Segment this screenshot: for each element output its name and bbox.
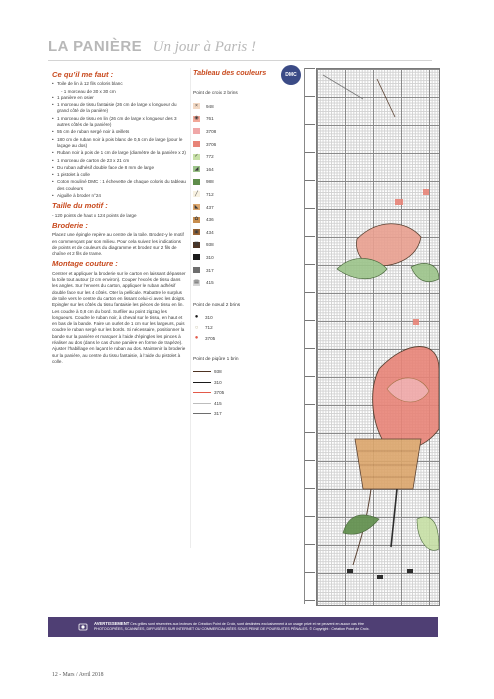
legend-row [193, 188, 303, 201]
basket [355, 439, 421, 489]
materials-subitem: - 1 morceau de 30 x 30 cm [61, 88, 116, 94]
color-swatch: ╱ [194, 190, 198, 197]
stem-dark [391, 489, 397, 547]
backstitch-code: 310 [214, 379, 222, 385]
column-divider [190, 68, 191, 548]
legend-row [193, 213, 303, 226]
materials-heading: Ce qu’il me faut : [52, 70, 114, 79]
cross-stitch-list [193, 100, 303, 289]
backstitch-row [193, 408, 303, 419]
materials-item: • 55 cm de ruban sergé noir à œillets [52, 129, 186, 135]
backstitch-row [193, 366, 303, 377]
ruler-tick [305, 460, 315, 461]
backstitch-list [193, 366, 303, 419]
color-swatch [193, 179, 200, 185]
color-swatch [193, 254, 200, 260]
leaf-low [343, 515, 379, 534]
materials-item: • 180 cm de ruban noir à pois blanc de 0,5 cm de large (pour le laçage au dos) [52, 137, 186, 150]
materials-item: • 1 pistolet à colle [52, 172, 186, 178]
materials-item: • 1 morceau de tissu en lin (26 cm de large x longueur des 3 autres côtés de la panière) [52, 116, 186, 129]
ruler-tick [305, 180, 315, 181]
color-swatch: ◣ [194, 203, 199, 210]
legend-row [193, 138, 303, 151]
legend-row [193, 264, 303, 277]
backstitch-code: 938 [214, 369, 222, 375]
backstitch-line [193, 371, 211, 372]
legend-row [193, 201, 303, 214]
ruler-tick [305, 292, 315, 293]
legend-row [193, 113, 303, 126]
knot-symbol: ● [194, 335, 199, 342]
warning-line-1: Ces grilles sont réservées aux lecteurs de Création Point de Croix, sont destinées exclusivement à un usage privé et ne peuvent en aucun cas être [130, 622, 365, 627]
ruler-tick [305, 96, 315, 97]
materials-item: • Coton mouliné DMC : 1 échevette de chaque coloris du tableau des couleurs [52, 179, 186, 192]
instructions-column [52, 68, 186, 365]
warning-label: AVERTISSEMENT [94, 621, 130, 627]
legend-row [193, 276, 303, 289]
color-swatch [193, 267, 200, 273]
color-code: 712 [206, 191, 214, 197]
color-code: 988 [206, 179, 214, 185]
backstitch-row [193, 387, 303, 398]
legend-row [193, 163, 303, 176]
materials-item: • Toile de lin à 12 fils coloris blanc [52, 81, 186, 87]
color-code: 310 [206, 254, 214, 260]
assembly-heading: Montage couture : [52, 259, 118, 269]
color-code: 3708 [206, 128, 217, 134]
color-code: 317 [206, 267, 214, 273]
color-swatch: ▤ [194, 279, 199, 286]
leaf-low-right [417, 517, 439, 550]
backstitch-line [193, 382, 211, 383]
embroidery-heading: Broderie : [52, 220, 88, 230]
pattern-drawing [317, 69, 439, 605]
ruler-tick [305, 432, 315, 433]
color-code: 415 [206, 280, 214, 286]
backstitch-row [193, 377, 303, 388]
legend-row [193, 176, 303, 189]
header-divider [48, 60, 432, 61]
color-swatch: ▦ [194, 241, 199, 248]
materials-item: • Aiguille à broder n°24 [52, 193, 186, 199]
ruler-tick [305, 572, 315, 573]
warning-banner [48, 617, 438, 637]
backstitch-row [193, 398, 303, 409]
color-code: 948 [206, 103, 214, 109]
leaf-right [411, 263, 439, 281]
materials-item: • 1 panière en osier [52, 95, 186, 101]
backstitch-code: 3705 [214, 390, 225, 396]
cross-stitch-heading: Point de croix 2 brins [193, 91, 238, 96]
copy-warning-icon [78, 622, 88, 632]
legend-row [193, 150, 303, 163]
color-code: 436 [206, 217, 214, 223]
embroidery-text: Placez une épingle repère au centre de la toile. Brodez-y le motif en commençant par son milieu. Pour cela suivez les indications de points et de couleurs du diagramme et brodez sur 2 fils de chaîne et 2 fils de trame. [52, 232, 184, 257]
chart-ruler [304, 68, 316, 604]
legend-row [193, 226, 303, 239]
ruler-tick [305, 488, 315, 489]
page-folio: 12 - Mars / Avril 2018 [52, 672, 104, 678]
ruler-tick [305, 68, 315, 69]
color-swatch [193, 141, 200, 147]
warning-line-2: PHOTOCOPIÉES, SCANNÉES, DIFFUSÉES SUR INTERNET OU COMMERCIALISÉES SOUS PEINE DE POURSUITES PÉNALES. © Copyright : Création Point de Croix. [94, 627, 370, 631]
ruler-tick [305, 236, 315, 237]
knot-row [193, 312, 303, 323]
ruler-tick [305, 264, 315, 265]
materials-list [52, 81, 186, 199]
knot-heading: Point de nœud 2 brins [193, 302, 241, 308]
legend-row [193, 239, 303, 252]
dmc-logo: DMC [281, 65, 301, 85]
legend-title: Tableau des couleurs [193, 68, 267, 77]
ruler-tick [305, 208, 315, 209]
color-swatch: × [193, 103, 200, 109]
color-code: 437 [206, 204, 214, 210]
ruler-tick [305, 152, 315, 153]
color-code: 434 [206, 229, 214, 235]
color-swatch [193, 128, 200, 134]
ruler-tick [305, 600, 315, 601]
knot-row [193, 322, 303, 333]
stitch-chart [316, 68, 440, 606]
knot-code: 712 [205, 325, 213, 331]
knot-symbol: ○ [194, 324, 199, 331]
color-code: 164 [206, 166, 214, 172]
legend-row [193, 100, 303, 113]
legend-row [193, 125, 303, 138]
magazine-header [48, 38, 438, 60]
ruler-tick [305, 348, 315, 349]
page-title: LA PANIÈRE [48, 38, 143, 55]
color-swatch: ▣ [194, 228, 199, 235]
knot-list [193, 312, 303, 344]
color-legend [193, 68, 303, 419]
knot-code: 3705 [205, 335, 216, 341]
materials-item: • 1 morceau de carton de 23 x 21 cm [52, 158, 186, 164]
knot-row [193, 333, 303, 344]
materials-item: • Ruban noir à pois de 1 cm de large (diamètre de la panière x 2) [52, 150, 186, 156]
ruler-tick [305, 320, 315, 321]
ruler-tick [305, 516, 315, 517]
color-swatch: ◉ [194, 115, 199, 122]
color-code: 3706 [206, 141, 217, 147]
ruler-tick [305, 124, 315, 125]
backstitch-code: 317 [214, 411, 222, 417]
materials-item: • Du ruban adhésif double face de 8 mm de large [52, 165, 186, 171]
ruler-tick [305, 404, 315, 405]
size-text: - 120 points de haut x 124 points de large [52, 212, 137, 218]
backstitch-code: 415 [214, 400, 222, 406]
backstitch-line [193, 403, 211, 404]
color-code: 938 [206, 242, 214, 248]
color-swatch: ◢ [194, 165, 199, 172]
ruler-tick [305, 376, 315, 377]
backstitch-heading: Point de piqûre 1 brin [193, 357, 239, 363]
backstitch-line [193, 413, 211, 414]
legend-row [193, 251, 303, 264]
knot-code: 310 [205, 314, 213, 320]
materials-item: • 1 morceau de tissu fantaisie (26 cm de large x longueur du grand côté de la panière) [52, 102, 186, 115]
assembly-text: Centrer et appliquer la broderie sur le carton en laissant dépasser la toile tout autour (2 cm environ). Couper l’excès de tissu dans les angles. Sur l’envers du carton, appliquer le ruban adhésif double face sur les 4 côtés. Oter la pellicule. Rabattre le surplus de toile vers le centre du carton en lissant celui-ci avec les doigts. Epingler sur les côtés du tissu fantaisie les pièces de tissu en lin. Les coudre à 0,8 cm du bord. Surfiler au point zigzag les longueurs. Coudre le ruban noir, à cheval sur le tissu, en haut et en bas de la bande. Faire un ourlet de 1 cm sur les largeurs, puis coudre le ruban sergé sur les bords. Si nécessaire, positionner la bande sur la panière et marquer à l’aide d’épingles les pinces à réaliser au dos (dans le cas d’une panière en forme de trapèze). Ajuster l’habillage en laçant le ruban au dos. Maintenir la broderie sur la panière, au centre du tissu fantaisie, à l’aide du pistolet à colle. [52, 270, 186, 364]
backstitch-line [193, 392, 211, 393]
page-subtitle: Un jour à Paris ! [152, 39, 256, 55]
knot-symbol: ● [194, 314, 199, 321]
color-swatch: ✿ [194, 216, 199, 223]
color-code: 761 [206, 116, 214, 122]
size-heading: Taille du motif : [52, 201, 108, 211]
color-swatch: ✓ [194, 153, 199, 160]
ruler-tick [305, 544, 315, 545]
color-code: 772 [206, 154, 214, 160]
